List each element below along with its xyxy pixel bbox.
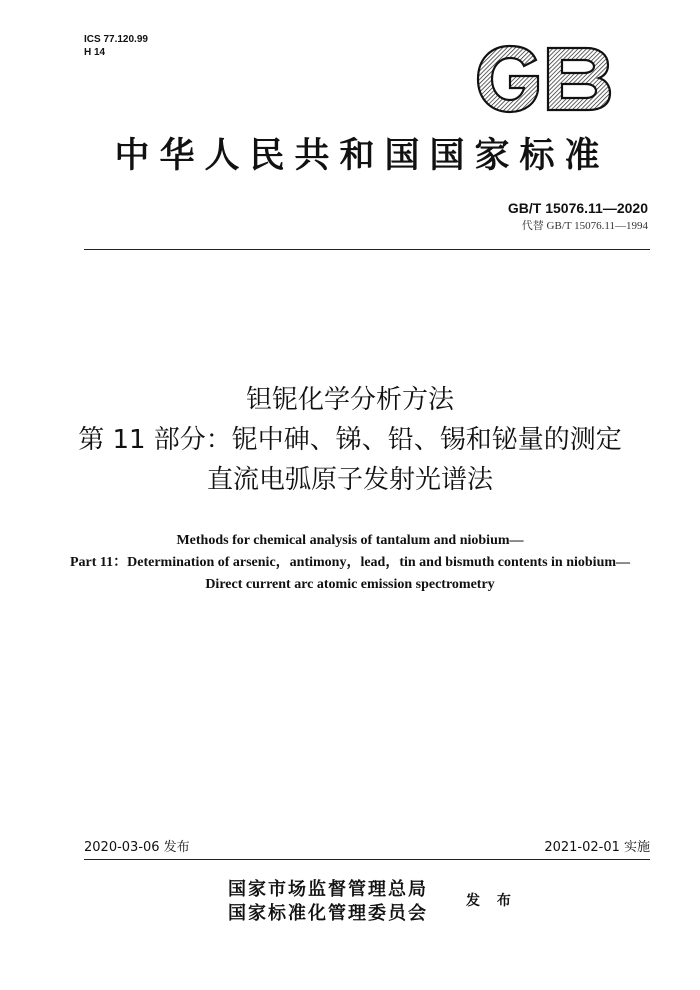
gb-logo bbox=[474, 42, 614, 116]
issuing-authorities bbox=[228, 878, 428, 926]
issuer-sac: 国家标准化管理委员会 bbox=[228, 903, 428, 924]
classification-codes bbox=[84, 33, 148, 59]
replaces-standard: 代替 GB/T 15076.11—1994 bbox=[521, 220, 648, 232]
top-divider bbox=[84, 249, 650, 250]
issuer-samr: 国家市场监督管理总局 bbox=[228, 879, 428, 900]
english-title-line-2: Part 11：Determination of arsenic，antimony，lead，tin and bismuth contents in niobium— bbox=[69, 555, 631, 570]
chinese-title-line-2: 第 11 部分：铌中砷、锑、铅、锡和铋量的测定 bbox=[78, 425, 622, 455]
ics-code: ICS 77.120.99 bbox=[84, 34, 148, 45]
bottom-divider bbox=[84, 859, 650, 860]
english-title bbox=[40, 530, 660, 596]
ccs-code: H 14 bbox=[84, 47, 106, 58]
publish-label: 发 布 bbox=[466, 893, 517, 909]
issue-date: 2020-03-06 发布 bbox=[84, 840, 190, 855]
standard-number-block bbox=[508, 200, 648, 233]
standard-number: GB/T 15076.11—2020 bbox=[507, 200, 648, 216]
implementation-date: 2021-02-01 实施 bbox=[544, 840, 650, 855]
english-title-line-1: Methods for chemical analysis of tantalum and niobium— bbox=[176, 533, 524, 548]
chinese-title-line-1: 钽铌化学分析方法 bbox=[245, 385, 454, 415]
chinese-title bbox=[40, 380, 660, 500]
english-title-line-3: Direct current arc atomic emission spectrometry bbox=[205, 577, 495, 592]
organization-title: 中华人民共和国国家标准 bbox=[114, 135, 610, 176]
chinese-title-line-3: 直流电弧原子发射光谱法 bbox=[206, 465, 493, 495]
